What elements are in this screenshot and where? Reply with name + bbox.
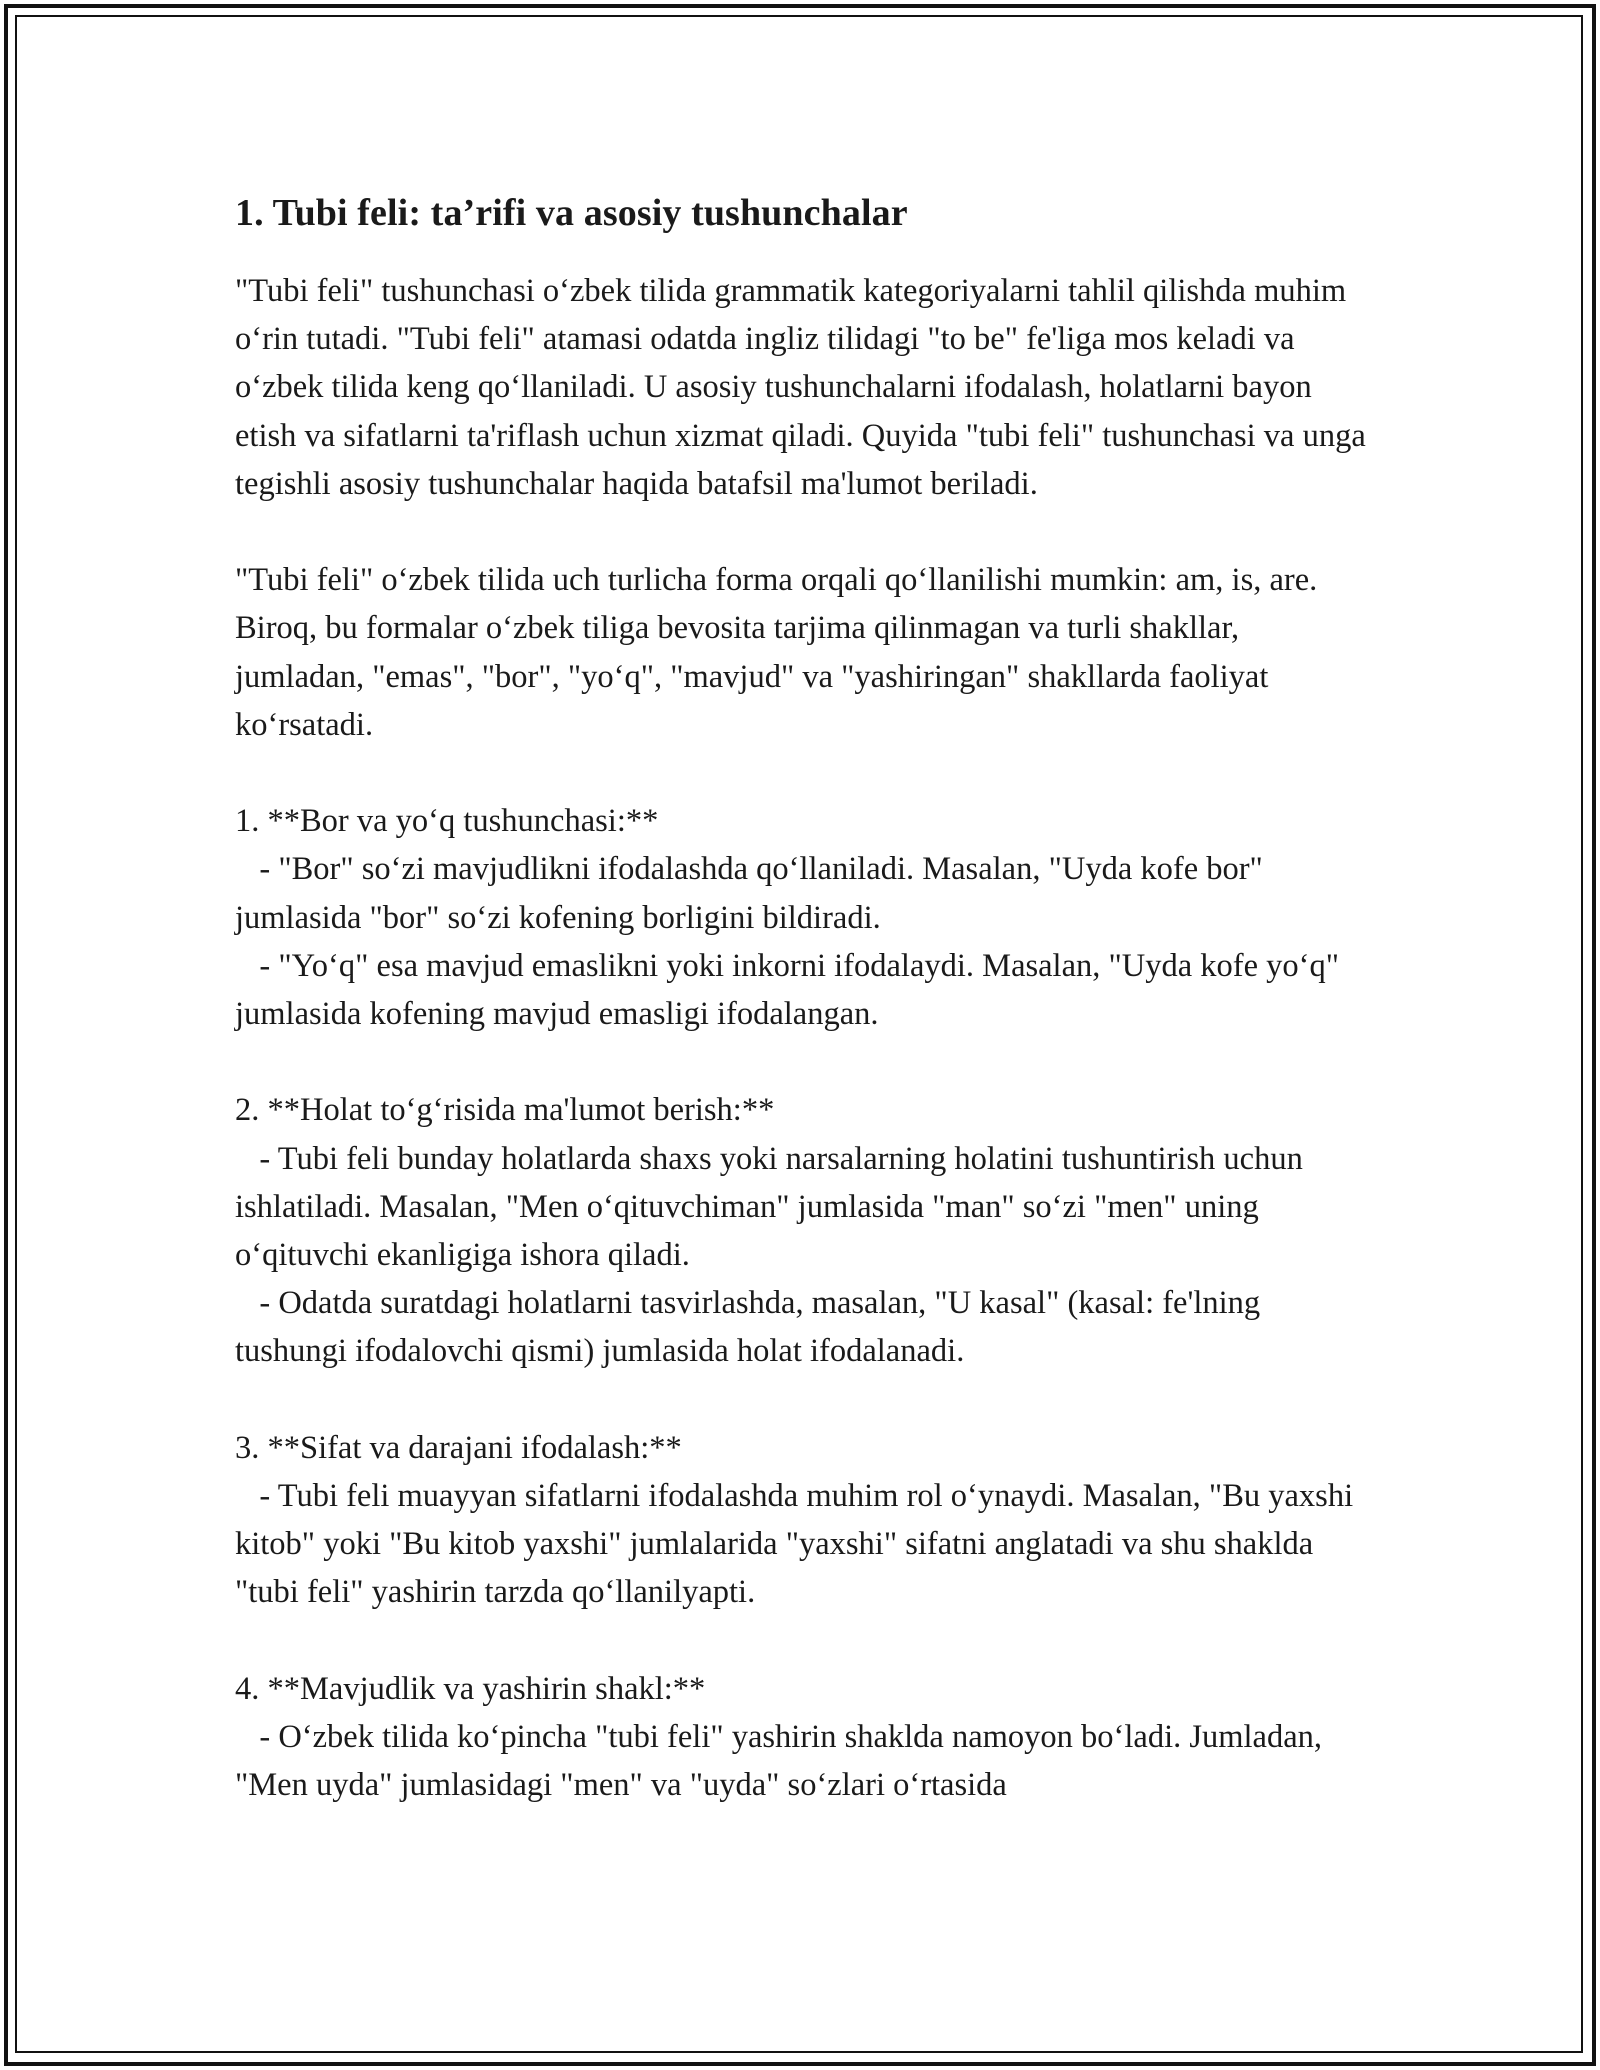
list-item-holat [235, 1086, 1375, 1375]
paragraph-gap [235, 1038, 1375, 1086]
section-heading: 1. Tubi feli: ta’rifi va asosiy tushunchalar [235, 192, 908, 234]
list-item-mavjudlik [235, 1665, 1375, 1810]
paragraph-gap [235, 749, 1375, 797]
paragraph-gap [235, 1617, 1375, 1665]
list-item-point: - Tubi feli muayyan sifatlarni ifodalashda muhim rol o‘ynaydi. Masalan, "Bu yaxshi kitob" yoki "Bu kitob yaxshi" jumlalarida "yaxshi" sifatni anglatadi va shu shaklda "tubi feli" yashirin tarzda qo‘llanilyapti. [235, 1478, 1362, 1611]
list-item-point: - "Yo‘q" esa mavjud emaslikni yoki inkorni ifodalaydi. Masalan, "Uyda kofe yo‘q" jumlasida kofening mavjud emasligi ifodalangan. [235, 947, 1348, 1033]
paragraph-gap [235, 1376, 1375, 1424]
list-item-point: - Tubi feli bunday holatlarda shaxs yoki narsalarning holatini tushuntirish uchun ishlatiladi. Masalan, "Men o‘qituvchiman" jumlasida "man" so‘zi "men" uning o‘qituvchi ekanligiga ishora qiladi. [235, 1140, 1311, 1274]
list-item-title: 3. **Sifat va darajani ifodalash:** [235, 1429, 682, 1466]
list-item-point: - "Bor" so‘zi mavjudlikni ifodalashda qo‘llaniladi. Masalan, "Uyda kofe bor" jumlasida "bor" so‘zi kofening borligini bildiradi. [235, 851, 1271, 936]
document-body [235, 267, 1375, 1809]
paragraph-gap [235, 508, 1375, 556]
intro-paragraph-1: "Tubi feli" tushunchasi o‘zbek tilida grammatik kategoriyalarni tahlil qilishda muhim o‘rin tutadi. "Tubi feli" atamasi odatda ingliz tilidagi "to be" fe'liga mos keladi va o‘zbek tilida keng qo‘llaniladi. U asosiy tushunchalarni ifodalash, holatlarni bayon etish va sifatlarni ta'riflash uchun xizmat qiladi. Quyida "tubi feli" tushunchasi va unga tegishli asosiy tushunchalar haqida batafsil ma'lumot beriladi. [235, 273, 1374, 502]
intro-paragraph-2: "Tubi feli" o‘zbek tilida uch turlicha forma orqali qo‘llanilishi mumkin: am, is, are. Biroq, bu formalar o‘zbek tiliga bevosita tarjima qilinmagan va turli shakllar, jumladan, "emas", "bor", "yo‘q", "mavjud" va "yashiringan" shakllarda faoliyat ko‘rsatadi. [235, 562, 1326, 743]
list-item-point: - O‘zbek tilida ko‘pincha "tubi feli" yashirin shaklda namoyon bo‘ladi. Jumladan, "Men uyda" jumlasidagi "men" va "uyda" so‘zlari o‘rtasida [235, 1719, 1331, 1804]
list-item-title: 2. **Holat to‘g‘risida ma'lumot berish:** [235, 1092, 775, 1129]
list-item-title: 4. **Mavjudlik va yashirin shakl:** [235, 1670, 706, 1707]
list-item-bor-yoq [235, 797, 1375, 1038]
list-item-sifat [235, 1424, 1375, 1617]
list-item-point: - Odatda suratdagi holatlarni tasvirlashda, masalan, "U kasal" (kasal: fe'lning tushungi ifodalovchi qismi) jumlasida holat ifodalanadi. [235, 1285, 1269, 1370]
list-item-title: 1. **Bor va yo‘q tushunchasi:** [235, 803, 659, 840]
document-page [235, 185, 1375, 1809]
